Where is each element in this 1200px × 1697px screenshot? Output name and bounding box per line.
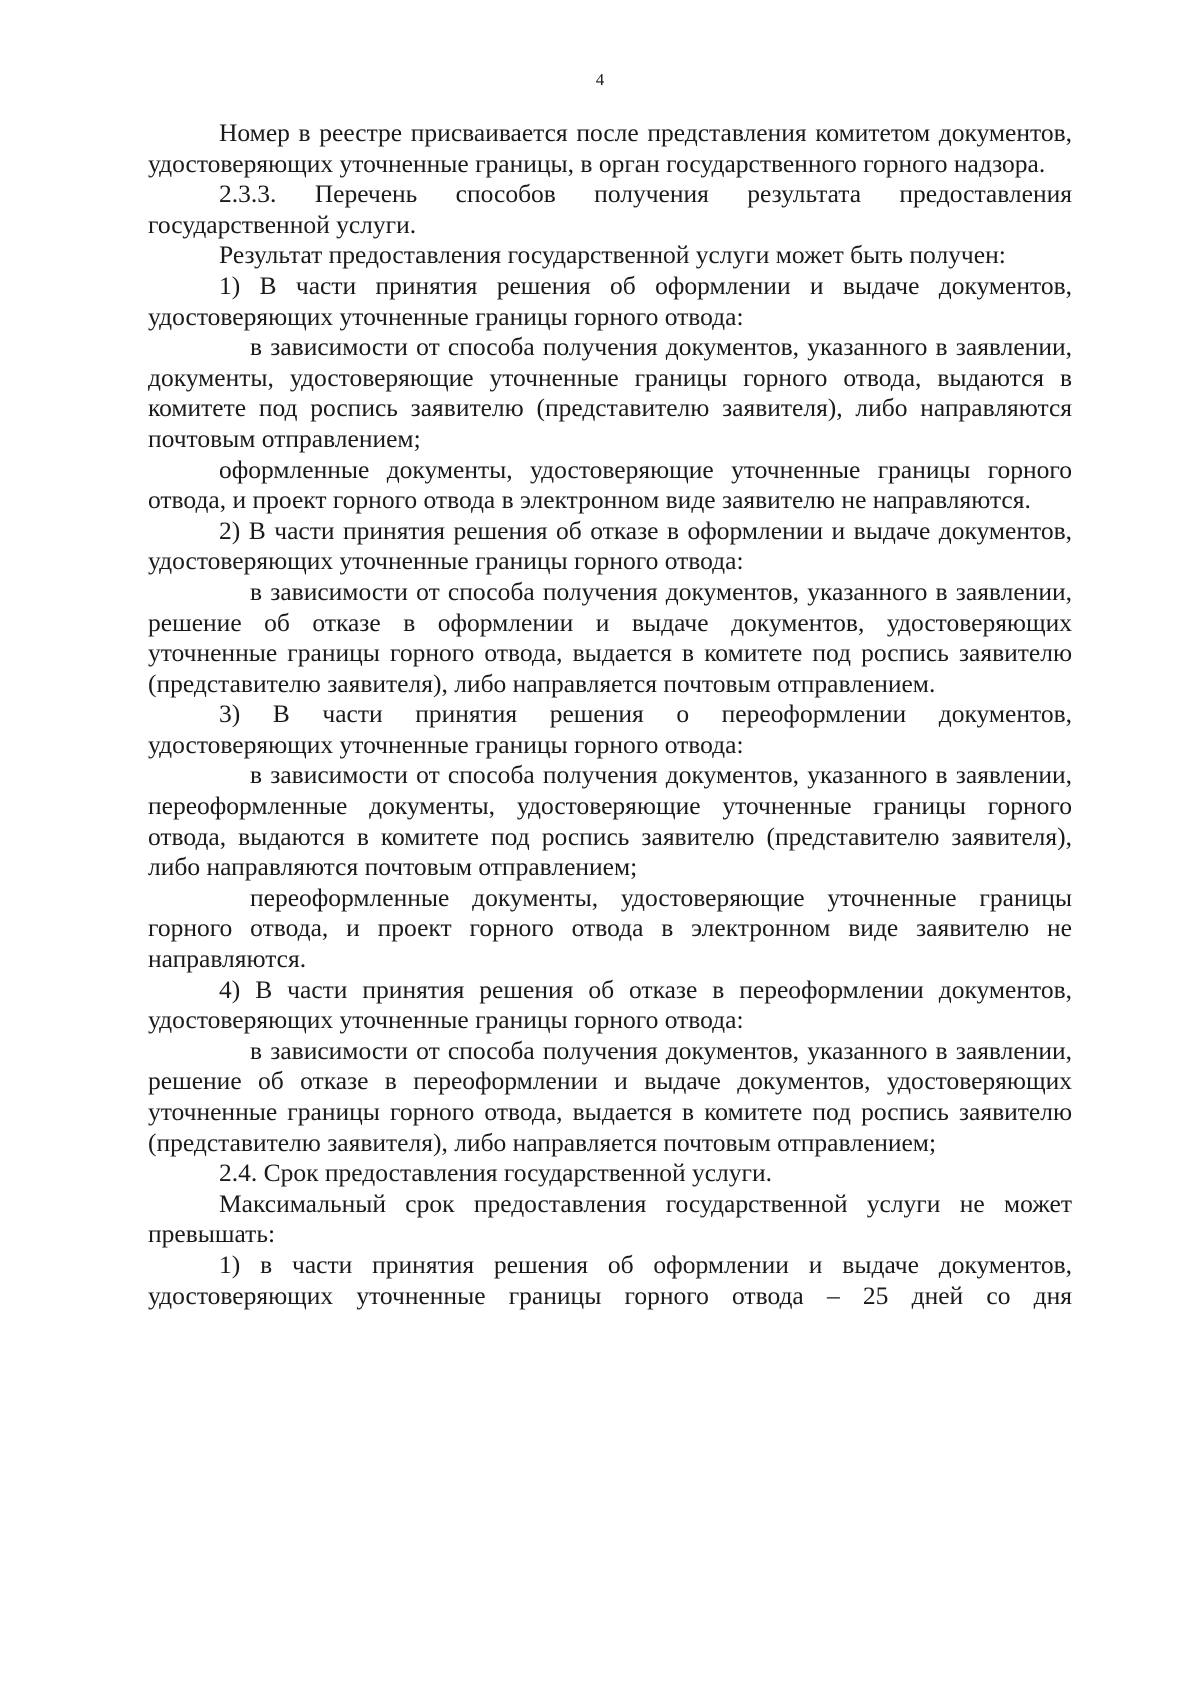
paragraph-registry-number: Номер в реестре присваивается после представления комитетом документов, удостоверяющих уточненные границы, в орган государственного горного надзора.: [148, 118, 1072, 178]
paragraph-item-4-delivery: в зависимости от способа получения документов, указанного в заявлении, решение об отказе в переоформлении и выдаче документов, удостоверяющих уточненные границы горного отвода, выдается в комитете под роспись заявителю (представителю заявителя), либо направляется почтовым отправлением;: [148, 1035, 1072, 1157]
document-body: [148, 118, 1072, 1311]
paragraph-item-2-delivery: в зависимости от способа получения документов, указанного в заявлении, решение об отказе в оформлении и выдаче документов, удостоверяющих уточненные границы горного отвода, выдается в комитете под роспись заявителю (представителю заявителя), либо направляется почтовым отправлением.: [148, 576, 1072, 698]
paragraph-item-3-electronic: переоформленные документы, удостоверяющие уточненные границы горного отвода, и проект горного отвода в электронном виде заявителю не направляются.: [148, 882, 1072, 974]
paragraph-section-2-4-heading: 2.4. Срок предоставления государственной услуги.: [219, 1158, 773, 1188]
paragraph-max-term-item-1: 1) в части принятия решения об оформлении и выдаче документов, удостоверяющих уточненные границы горного отвода – 25 дней со дня: [148, 1249, 1072, 1310]
paragraph-section-2-3-3-heading: 2.3.3. Перечень способов получения результата предоставления государственной услуги.: [148, 179, 1072, 239]
paragraph-item-3-heading: 3) В части принятия решения о переоформлении документов, удостоверяющих уточненные границы горного отвода:: [148, 699, 1072, 759]
paragraph-item-1-heading: 1) В части принятия решения об оформлении и выдаче документов, удостоверяющих уточненные границы горного отвода:: [148, 270, 1072, 331]
paragraph-item-1-delivery: в зависимости от способа получения документов, указанного в заявлении, документы, удостоверяющие уточненные границы горного отвода, выдаются в комитете под роспись заявителю (представителю заявителя), либо направляются почтовым отправлением;: [148, 332, 1072, 453]
page-number: 4: [595, 70, 605, 89]
paragraph-item-1-electronic: оформленные документы, удостоверяющие уточненные границы горного отвода, и проект горного отвода в электронном виде заявителю не направляются.: [148, 454, 1072, 515]
paragraph-item-3-delivery: в зависимости от способа получения документов, указанного в заявлении, переоформленные документы, удостоверяющие уточненные границы горного отвода, выдаются в комитете под роспись заявителю (представителю заявителя), либо направляются почтовым отправлением;: [148, 760, 1072, 882]
paragraph-item-2-heading: 2) В части принятия решения об отказе в оформлении и выдаче документов, удостоверяющих уточненные границы горного отвода:: [148, 515, 1072, 576]
paragraph-result-intro: Результат предоставления государственной услуги может быть получен:: [219, 240, 1006, 270]
paragraph-item-4-heading: 4) В части принятия решения об отказе в переоформлении документов, удостоверяющих уточненные границы горного отвода:: [148, 974, 1072, 1035]
paragraph-max-term-intro: Максимальный срок предоставления государственной услуги не может превышать:: [148, 1188, 1072, 1249]
